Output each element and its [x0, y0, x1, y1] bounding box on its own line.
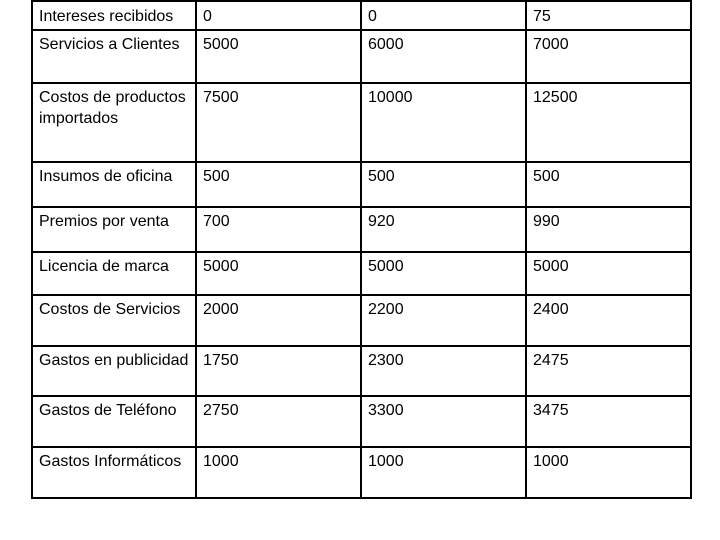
cell-value: 75 — [526, 1, 691, 30]
cell-value: 5000 — [196, 30, 361, 83]
cell-value: 12500 — [526, 83, 691, 162]
row-label: Gastos en publicidad — [32, 346, 196, 396]
row-label: Costos de Servicios — [32, 295, 196, 346]
cell-value: 2200 — [361, 295, 526, 346]
cell-value: 700 — [196, 207, 361, 252]
table-row — [32, 295, 691, 346]
cell-value: 3300 — [361, 396, 526, 447]
table-row — [32, 1, 691, 30]
cell-value: 6000 — [361, 30, 526, 83]
cell-value: 1000 — [196, 447, 361, 498]
row-label: Insumos de oficina — [32, 162, 196, 207]
cell-value: 920 — [361, 207, 526, 252]
cell-value: 0 — [196, 1, 361, 30]
cell-value: 5000 — [196, 252, 361, 295]
cell-value: 990 — [526, 207, 691, 252]
data-table — [31, 0, 692, 499]
cell-value: 500 — [361, 162, 526, 207]
cell-value: 7000 — [526, 30, 691, 83]
table-row — [32, 396, 691, 447]
table-row — [32, 346, 691, 396]
row-label: Licencia de marca — [32, 252, 196, 295]
cell-value: 5000 — [526, 252, 691, 295]
cell-value: 1750 — [196, 346, 361, 396]
table-row — [32, 447, 691, 498]
cell-value: 2475 — [526, 346, 691, 396]
table-row — [32, 207, 691, 252]
cell-value: 500 — [526, 162, 691, 207]
cell-value: 0 — [361, 1, 526, 30]
cell-value: 1000 — [526, 447, 691, 498]
cell-value: 7500 — [196, 83, 361, 162]
row-label: Premios por venta — [32, 207, 196, 252]
row-label: Gastos de Teléfono — [32, 396, 196, 447]
row-label: Servicios a Clientes — [32, 30, 196, 83]
cell-value: 2400 — [526, 295, 691, 346]
table-row — [32, 252, 691, 295]
cell-value: 3475 — [526, 396, 691, 447]
cell-value: 10000 — [361, 83, 526, 162]
table-row — [32, 30, 691, 83]
cell-value: 2300 — [361, 346, 526, 396]
table-row — [32, 83, 691, 162]
table-row — [32, 162, 691, 207]
row-label: Costos de productos importados — [32, 83, 196, 162]
cell-value: 2000 — [196, 295, 361, 346]
row-label: Intereses recibidos — [32, 1, 196, 30]
row-label: Gastos Informáticos — [32, 447, 196, 498]
cell-value: 1000 — [361, 447, 526, 498]
cell-value: 2750 — [196, 396, 361, 447]
cell-value: 5000 — [361, 252, 526, 295]
cell-value: 500 — [196, 162, 361, 207]
